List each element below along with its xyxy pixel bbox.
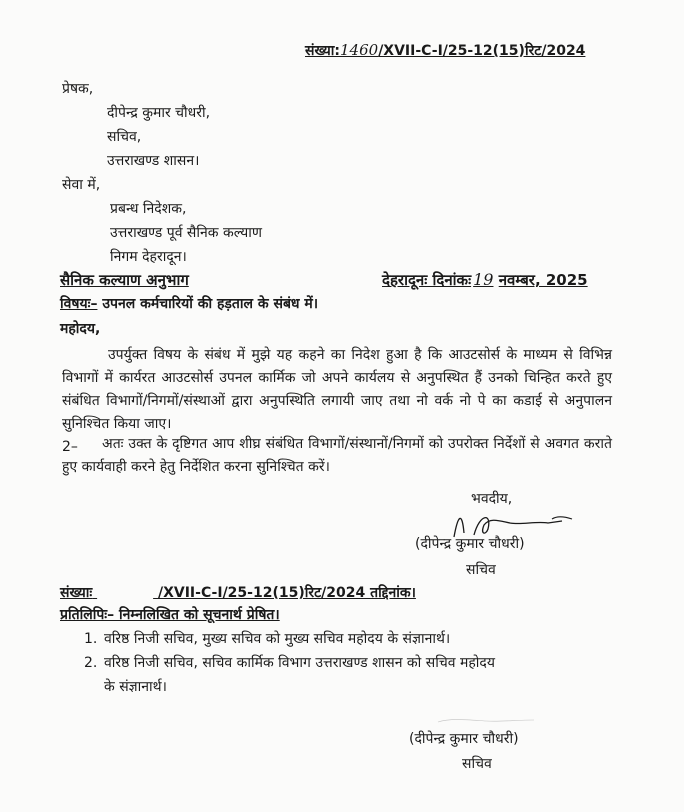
body-paragraph-1: उपर्युक्त विषय के संबंध में मुझे यह कहने का निदेश हुआ है कि आउटसोर्स के माध्यम से विभिन्न विभागों में कार्यरत आउटसोर्स उपनल कार्मिक जो अपने कार्यलय से अनुपस्थित हैं उनको चिन्हित करते हुए संबंधित विभागों/निगमों/संस्थाओं द्वारा अनुपस्थिति लगायी जाए तथा नो वर्क नो पे का कडाई से अनुपालन सुनिश्चित किया जाए। [62,347,612,432]
sender-designation: सचिव, [107,129,142,145]
copy-label: प्रतिलिपिः– निम्नलिखित को सूचनार्थ प्रेषित। [60,607,280,623]
subject-line [60,295,318,313]
reference-rest: /XVII-C-I/25-12(15)रिट/2024 [378,43,586,59]
second-signature-scribble [430,700,560,730]
closing-designation: सचिव [466,562,496,578]
sender-label: प्रेषक, [62,81,94,97]
sender-office: उत्तराखण्ड शासन। [107,153,200,169]
copy-ref-rest: /XVII-C-I/25-12(15)रिट/2024 तद्दिनांक। [157,585,416,601]
closing-yours: भवदीय, [471,491,513,507]
date-rest: नवम्बर, 2025 [498,271,588,289]
copy-reference [60,584,416,602]
subject-text: उपनल कर्मचारियों की हड़ताल के संबंध में। [102,296,319,312]
recipient-label: सेवा में, [62,177,101,193]
handwritten-date: 19 [473,270,494,289]
recipient-line-3: निगम देहरादून। [110,249,187,265]
closing-2-designation: सचिव [462,756,492,772]
copy-item-2-text: वरिष्ठ निजी सचिव, सचिव कार्मिक विभाग उत्तराखण्ड शासन को सचिव महोदय [104,655,495,671]
copy-ref-prefix: संख्याः [60,585,93,601]
sender-name: दीपेन्द्र कुमार चौधरी, [107,105,211,121]
recipient-line-2: उत्तराखण्ड पूर्व सैनिक कल्याण [110,225,263,241]
copy-item-2-number: 2. [84,655,98,671]
department-name: सैनिक कल्याण अनुभाग [60,271,189,289]
body-paragraph-2: अतः उक्त के दृष्टिगत आप शीघ्र संबंधित विभागों/संस्थानों/निगमों को उपरोक्त निर्देशों से अवगत कराते हुए कार्यवाही करने हेतु निर्देशित करना सुनिश्चित करें। [62,436,612,475]
salutation: महोदय, [60,321,101,337]
copy-item-1-text: वरिष्ठ निजी सचिव, मुख्य सचिव को मुख्य सचिव महोदय के संज्ञानार्थ। [104,631,451,647]
copy-item-2-continuation: के संज्ञानार्थ। [104,679,167,695]
closing-2-name: (दीपेन्द्र कुमार चौधरी) [409,731,519,747]
recipient-line-1: प्रबन्ध निदेशक, [110,201,187,217]
reference-number [305,41,585,60]
reference-prefix: संख्या: [305,43,340,59]
closing-name: (दीपेन्द्र कुमार चौधरी) [415,536,525,552]
subject-label: विषयः– [60,296,98,312]
handwritten-reference-number: 1460 [340,41,379,59]
copy-item-1-number: 1. [84,631,98,647]
body-paragraph-2-number: 2– [62,439,78,455]
place-and-date [382,271,588,289]
place-date-prefix: देहरादूनः दिनांकः [382,271,472,289]
